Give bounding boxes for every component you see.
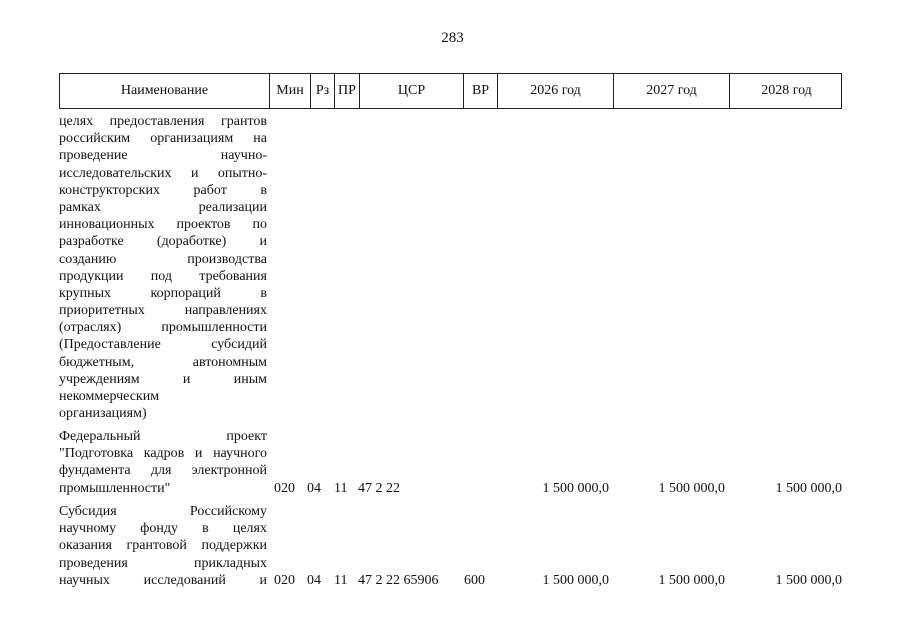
header-pr: ПР	[334, 74, 359, 108]
name-line: фундамента для электронной	[59, 463, 267, 479]
name-line: конструкторских работ в	[59, 182, 267, 198]
header-vr: ВР	[463, 74, 497, 108]
name-line: Субсидия Российскому	[59, 504, 267, 519]
cell-2026: 1 500 000,0	[542, 480, 609, 496]
cell-csr: 47 2 22 65906	[358, 572, 439, 588]
name-line: научных исследований и	[59, 572, 267, 588]
name-line: некоммерческим	[59, 389, 160, 404]
header-2027: 2027 год	[613, 74, 729, 108]
name-line: научному фонду в целях	[59, 521, 267, 537]
name-line: целях предоставления грантов	[59, 114, 267, 129]
row-name	[59, 113, 267, 422]
name-line: бюджетным, автономным	[59, 354, 267, 370]
table-header	[59, 73, 842, 109]
cell-min: 020	[274, 572, 295, 588]
cell-pr: 11	[334, 480, 348, 496]
name-line: проведение научно-	[59, 148, 267, 164]
row-name	[59, 503, 267, 589]
header-name: Наименование	[120, 83, 209, 98]
cell-2026: 1 500 000,0	[542, 572, 609, 588]
cell-min: 020	[274, 480, 295, 496]
name-line: инновационных проектов по	[59, 217, 267, 233]
name-line: продукции под требования	[59, 268, 267, 284]
name-line: промышленности"	[59, 480, 171, 496]
cell-rz: 04	[307, 480, 321, 496]
name-line: проведения прикладных	[59, 555, 267, 571]
name-line: организациям)	[59, 406, 147, 422]
name-line: учреждениям и иным	[59, 371, 267, 387]
header-rz: Рз	[310, 74, 334, 108]
name-line: созданию производства	[59, 251, 267, 267]
row-name	[59, 428, 267, 497]
cell-csr: 47 2 22	[358, 480, 400, 496]
name-line: приоритетных направлениях	[59, 303, 267, 319]
header-min: Мин	[269, 74, 310, 108]
header-2026: 2026 год	[497, 74, 613, 108]
cell-rz: 04	[307, 572, 321, 588]
cell-pr: 11	[334, 572, 348, 588]
header-csr: ЦСР	[359, 74, 463, 108]
budget-table	[59, 73, 842, 588]
page-number: 283	[441, 30, 464, 46]
cell-vr: 600	[464, 572, 485, 588]
cell-2027: 1 500 000,0	[658, 480, 725, 496]
cell-2028: 1 500 000,0	[775, 480, 842, 496]
name-line: разработке (доработке) и	[59, 234, 267, 250]
name-line: оказания грантовой поддержки	[59, 538, 267, 554]
cell-2028: 1 500 000,0	[775, 572, 842, 588]
name-line: (Предоставление субсидий	[59, 337, 267, 353]
name-line: (отраслях) промышленности	[59, 320, 267, 336]
name-line: Федеральный проект	[59, 429, 267, 444]
cell-2027: 1 500 000,0	[658, 572, 725, 588]
name-line: российским организациям на	[59, 131, 267, 147]
header-2028: 2028 год	[729, 74, 843, 108]
name-line: крупных корпораций в	[59, 285, 267, 301]
name-line: исследовательских и опытно-	[59, 165, 267, 181]
name-line: рамках реализации	[59, 199, 267, 215]
name-line: "Подготовка кадров и научного	[59, 446, 267, 462]
